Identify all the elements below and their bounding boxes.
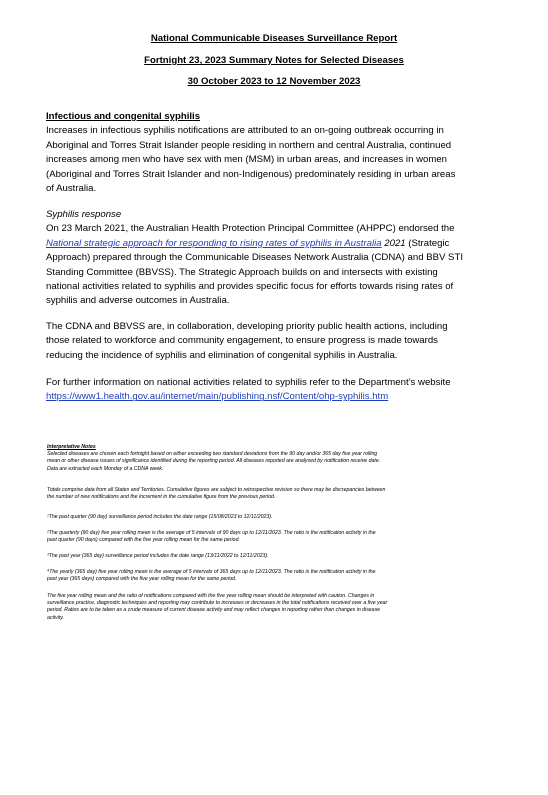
notes-line: mean or other disease issues of significance identified during the reporting period. All diseases reported are analysed by notification receive date.: [47, 458, 381, 465]
report-title: National Communicable Diseases Surveillance Report: [150, 33, 398, 44]
department-website-link[interactable]: https://www1.health.gov.au/internet/main/publishing.nsf/Content/ohp-syphilis.htm: [46, 391, 389, 403]
notes-line: Data are extracted each Monday of a CDNA week.: [47, 465, 164, 472]
para3-line: those related to workforce and community engagement, to ensure progress is made towards: [46, 335, 438, 347]
notes-line: period. Ratios are to be taken as a crude measure of current disease activity and may reflect changes in reporting rather than changes in disease: [47, 607, 381, 614]
notes-line: past quarter (90 days) compared with the five year rolling mean for the same period.: [47, 537, 240, 544]
para1-line: (Aboriginal and Torres Strait Islander and non-Indigenous) predominately residing in urban areas: [46, 168, 456, 180]
notes-line: past year (365 days) compared with the five year rolling mean for the same period.: [47, 576, 237, 583]
para1-line: of Australia.: [46, 183, 97, 195]
further-info-paragraph: [46, 376, 516, 405]
section-heading: Infectious and congenital syphilis: [46, 111, 201, 122]
notes-line: activity.: [47, 614, 64, 621]
notes-past-quarter: [47, 514, 512, 521]
para2-line: Approach) prepared through the Communicable Diseases Network Australia (CDNA) and BBV STI: [46, 252, 463, 264]
notes-caution: [47, 593, 512, 622]
para2-line: On 23 March 2021, the Australian Health Protection Principal Committee (AHPPC) endorsed the: [46, 223, 455, 235]
notes-line: The five year rolling mean and the ratio of notifications compared with the five year rolling mean should be interpreted with caution. Changes in: [47, 593, 375, 599]
response-heading: Syphilis response: [46, 209, 122, 220]
para3-line: reducing the incidence of syphilis and elimination of congenital syphilis in Australia.: [46, 349, 398, 361]
notes-quarterly-mean: [47, 530, 512, 544]
syphilis-response-section: [46, 208, 516, 309]
notes-line: ³The past year (365 day) surveillance period includes the date range (13/11/2022 to 12/11/2023).: [47, 553, 269, 559]
collaboration-paragraph: [46, 320, 516, 363]
notes-line: surveillance practice, diagnostic techniques and reporting may contribute to increases or decreases in the total notifications received over a five year: [47, 600, 388, 607]
para4-line: For further information on national activities related to syphilis refer to the Department’s website: [46, 377, 451, 388]
para2-line: syphilis and adverse outcomes in Australia.: [46, 295, 230, 307]
report-subtitle: Fortnight 23, 2023 Summary Notes for Selected Diseases: [144, 55, 404, 66]
para1-line: Aboriginal and Torres Strait Islander people residing in northern and central Australia, continued: [46, 139, 452, 151]
notes-line: ⁴The yearly (365 day) five year rolling mean is the average of 5 intervals of 365 days up to 12/11/2023. The ratio is the notification activity in the: [47, 569, 376, 575]
strategic-approach-link[interactable]: National strategic approach for responding to rising rates of syphilis in Australia: [46, 237, 382, 249]
para1-line: Increases in infectious syphilis notifications are attributed to an on-going outbreak occurring in: [46, 125, 444, 137]
notes-line: ¹The past quarter (90 day) surveillance period includes the date range (15/08/2023 to 12/11/2023).: [47, 514, 273, 520]
para2-line: Standing Committee (BBVSS). The Strategic Approach builds on and intersects with existing: [46, 266, 438, 278]
para2-tail: (Strategic: [405, 237, 450, 249]
para2-year: 2021: [381, 237, 406, 249]
notes-line: ²The quarterly (90 day) five year rolling mean is the average of 5 intervals of 90 days up to 12/11/2023. The ratio is the notification activity in the: [47, 530, 376, 536]
para1-line: increases among men who have sex with men (MSM) in urban areas, and increases in women: [46, 154, 447, 166]
para3-line: The CDNA and BBVSS are, in collaboration, developing priority public health actions, including: [46, 321, 448, 332]
notes-line: Totals comprise data from all States and Territories. Cumulative figures are subject to retrospective revision so there may be discrepancies between: [47, 487, 386, 493]
interpretative-notes: [47, 444, 512, 473]
notes-line: Selected diseases are chosen each fortnight based on either exceeding two standard deviations from the 90 day and/or 365 day five year rolling: [47, 451, 378, 458]
syphilis-section: [46, 110, 516, 196]
para2-line: national activities related to syphilis and provides specific focus for efforts towards rising rates of: [46, 281, 454, 293]
para2-link-line: [46, 237, 516, 251]
notes-past-year: [47, 553, 512, 560]
notes-line: the number of new notifications and the increment in the cumulative figure from the previous period.: [47, 494, 276, 501]
notes-totals: [47, 487, 512, 501]
notes-title: Interpretative Notes: [47, 444, 96, 450]
report-date-range: 30 October 2023 to 12 November 2023: [187, 76, 361, 87]
notes-yearly-mean: [47, 569, 512, 583]
